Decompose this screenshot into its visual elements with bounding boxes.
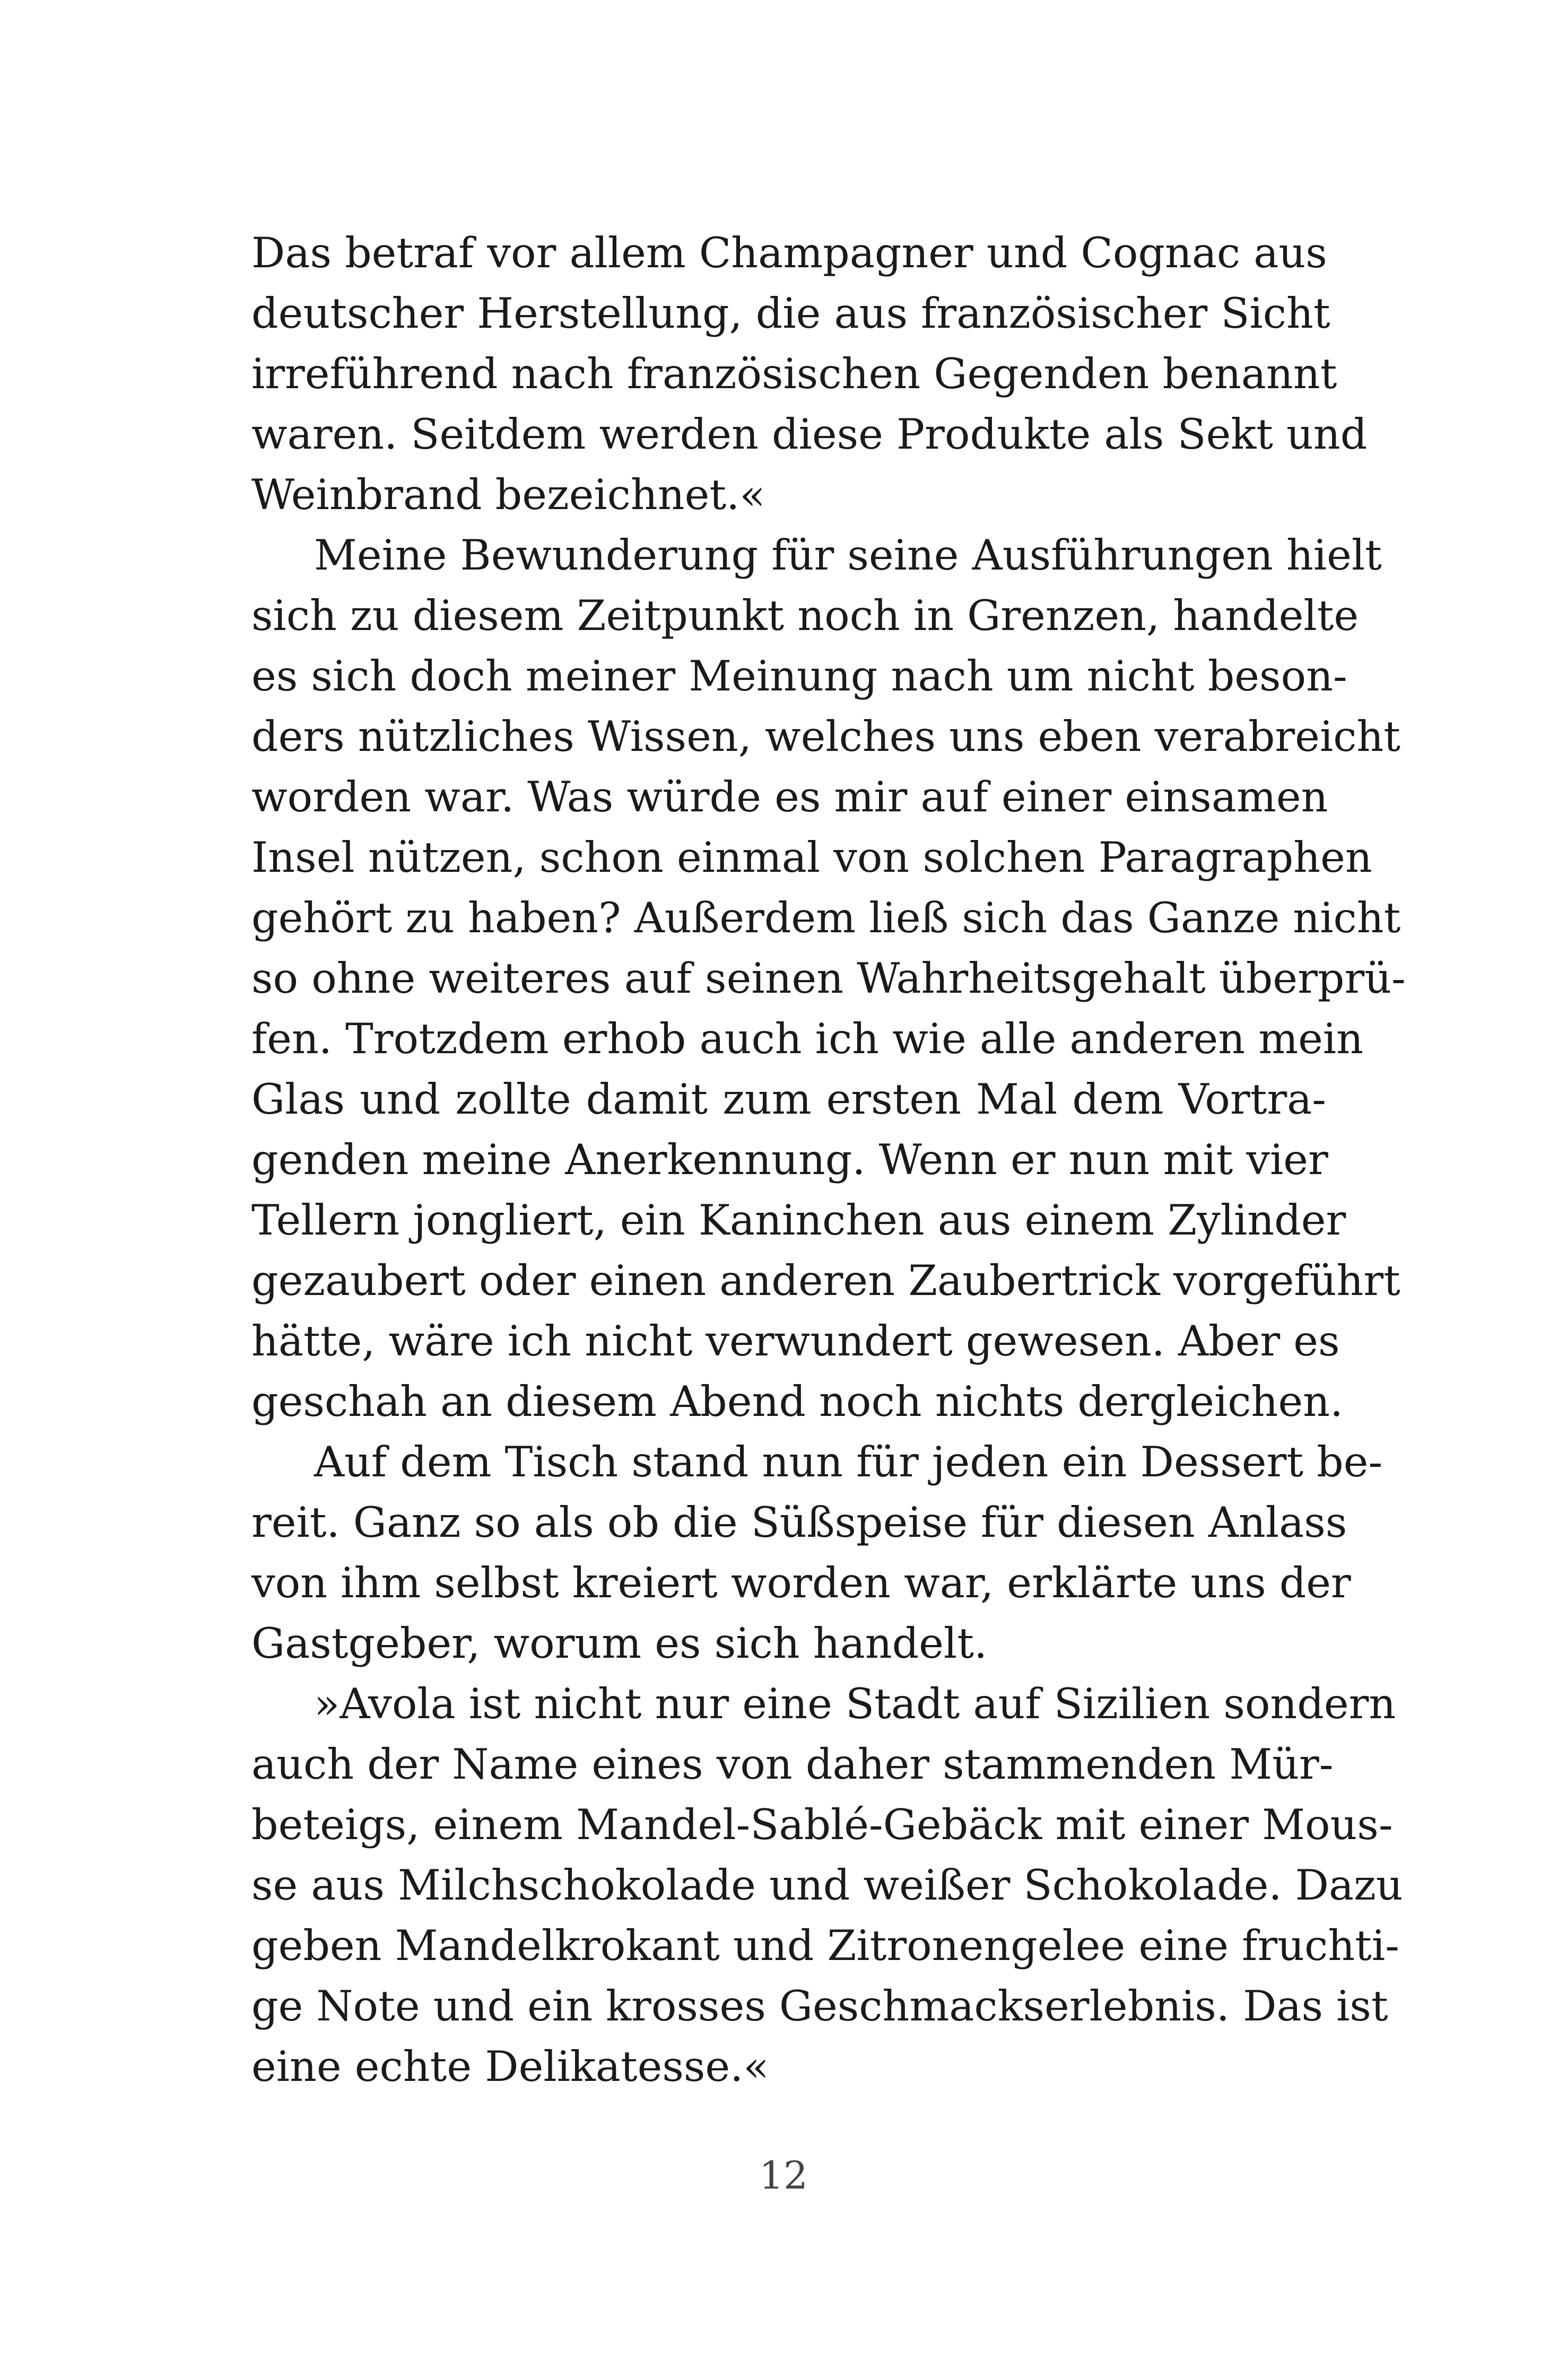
text-line: Gastgeber, worum es sich handelt.	[251, 1619, 988, 1668]
text-line: Tellern jongliert, ein Kaninchen aus einem Zylinder	[251, 1196, 1346, 1245]
text-line: se aus Milchschokolade und weißer Schokolade. Dazu	[251, 1861, 1403, 1910]
text-line: »Avola ist nicht nur eine Stadt auf Sizilien sondern	[314, 1679, 1396, 1728]
body-text	[251, 223, 1406, 2097]
text-line: geben Mandelkrokant und Zitronengelee eine fruchti-	[251, 1921, 1399, 1970]
text-line: Insel nützen, schon einmal von solchen Paragraphen	[251, 833, 1372, 882]
text-line: Weinbrand bezeichnet.«	[251, 470, 765, 519]
text-line: hätte, wäre ich nicht verwundert gewesen. Aber es	[251, 1317, 1340, 1366]
text-line: eine echte Delikatesse.«	[251, 2042, 769, 2091]
text-line: gezaubert oder einen anderen Zaubertrick vorgeführt	[251, 1256, 1400, 1305]
text-line: genden meine Anerkennung. Wenn er nun mit vier	[251, 1135, 1328, 1184]
text-line: Meine Bewunderung für seine Ausführungen hielt	[314, 531, 1382, 580]
text-line: ders nützliches Wissen, welches uns eben verabreicht	[251, 712, 1401, 761]
text-line: irreführend nach französischen Gegenden benannt	[251, 349, 1337, 398]
text-line: so ohne weiteres auf seinen Wahrheitsgehalt überprü-	[251, 954, 1406, 1003]
text-line: sich zu diesem Zeitpunkt noch in Grenzen, handelte	[251, 591, 1359, 640]
page-number: 12	[759, 2153, 808, 2198]
text-line: geschah an diesem Abend noch nichts dergleichen.	[251, 1377, 1344, 1426]
text-line: deutscher Herstellung, die aus französischer Sicht	[251, 289, 1330, 338]
text-line: gehört zu haben? Außerdem ließ sich das Ganze nicht	[251, 894, 1401, 942]
text-line: worden war. Was würde es mir auf einer einsamen	[251, 773, 1328, 821]
text-line: ge Note und ein krosses Geschmackserlebnis. Das ist	[251, 1982, 1388, 2031]
text-line: beteigs, einem Mandel-Sablé-Gebäck mit einer Mous-	[251, 1800, 1393, 1849]
text-line: von ihm selbst kreiert worden war, erklärte uns der	[251, 1559, 1351, 1607]
text-line: reit. Ganz so als ob die Süßspeise für diesen Anlass	[251, 1498, 1347, 1547]
text-line: Auf dem Tisch stand nun für jeden ein Dessert be-	[314, 1438, 1383, 1486]
text-line: Das betraf vor allem Champagner und Cognac aus	[251, 229, 1327, 277]
text-line: Glas und zollte damit zum ersten Mal dem Vortra-	[251, 1075, 1326, 1124]
text-line: es sich doch meiner Meinung nach um nicht beson-	[251, 652, 1347, 701]
text-line: waren. Seitdem werden diese Produkte als Sekt und	[251, 410, 1368, 459]
text-line: fen. Trotzdem erhob auch ich wie alle anderen mein	[251, 1014, 1364, 1063]
text-line: auch der Name eines von daher stammenden Mür-	[251, 1740, 1334, 1789]
